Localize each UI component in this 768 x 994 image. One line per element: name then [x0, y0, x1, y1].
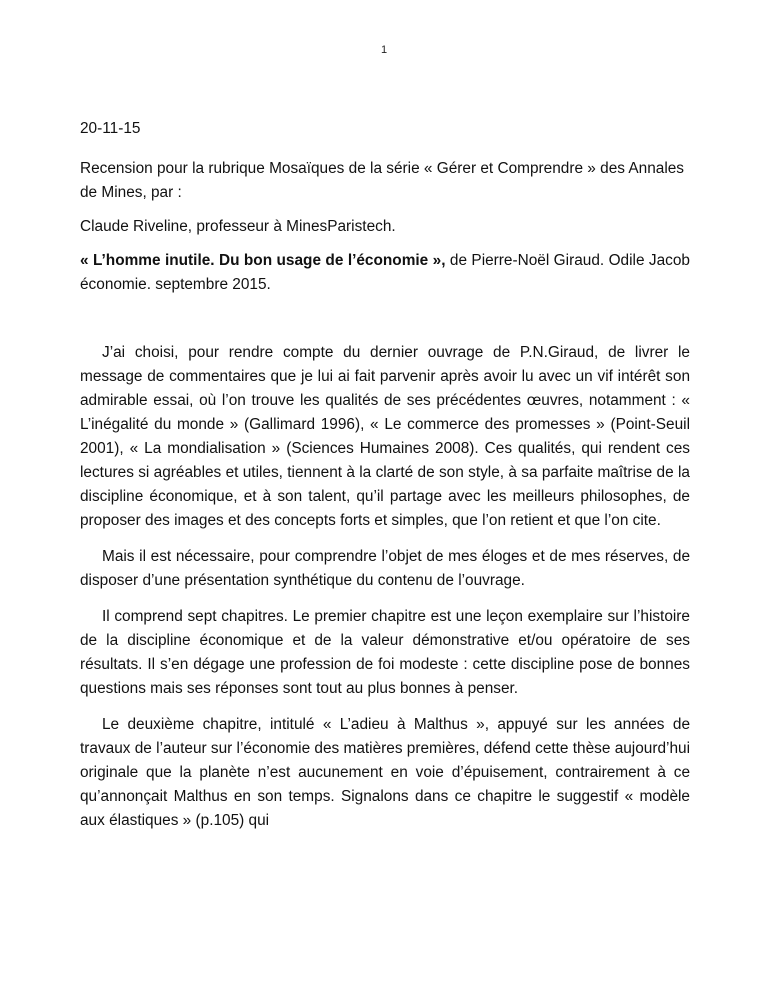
paragraph: Mais il est nécessaire, pour comprendre l’objet de mes éloges et de mes réserves, de disposer d’une présentation synthétique du contenu de l’ouvrage.: [80, 548, 690, 589]
book-reference: [80, 249, 690, 297]
paragraph: J’ai choisi, pour rendre compte du dernier ouvrage de P.N.Giraud, de livrer le message de commentaires que je lui ai fait parvenir après avoir lu avec un vif intérêt son admirable essai, où l’on trouve les qualités de ses précédentes œuvres, notamment : « L’inégalité du monde » (Gallimard 1996), « Le commerce des promesses » (Point-Seuil 2001), « La mondialisation » (Sciences Humaines 2008). Ces qualités, qui rendent ces lectures si agréables et utiles, tiennent à la clarté de son style, à sa parfaite maîtrise de la discipline économique, et à son talent, qu’il partage avec les meilleurs philosophes, de proposer des images et des concepts forts et simples, que l’on retient et que l’on cite.: [80, 344, 690, 529]
spacer: [80, 307, 690, 341]
paragraph: Il comprend sept chapitres. Le premier chapitre est une leçon exemplaire sur l’histoire de la discipline économique et de la valeur démonstrative et/ou opératoire de ses résultats. Il s’en dégage une profession de foi modeste : cette discipline pose de bonnes questions mais ses réponses sont tout au plus bonnes à penser.: [80, 608, 690, 697]
book-details: de Pierre-Noël Giraud. Odile Jacob économie. septembre 2015.: [80, 252, 690, 293]
reviewer-line: Claude Riveline, professeur à MinesParistech.: [80, 218, 396, 235]
document-body: [80, 117, 690, 845]
book-title: « L’homme inutile. Du bon usage de l’économie »,: [80, 252, 446, 269]
date-line: 20-11-15: [80, 120, 141, 137]
paragraph: Le deuxième chapitre, intitulé « L’adieu à Malthus », appuyé sur les années de travaux de l’auteur sur l’économie des matières premières, défend cette thèse aujourd’hui originale que la planète n’est aucunement en voie d’épuisement, contrairement à ce qu’annonçait Malthus en son temps. Signalons dans ce chapitre le suggestif « modèle aux élastiques » (p.105) qui: [80, 716, 690, 829]
intro-line: Recension pour la rubrique Mosaïques de la série « Gérer et Comprendre » des Annales de Mines, par :: [80, 160, 684, 201]
page-number: 1: [380, 44, 388, 56]
